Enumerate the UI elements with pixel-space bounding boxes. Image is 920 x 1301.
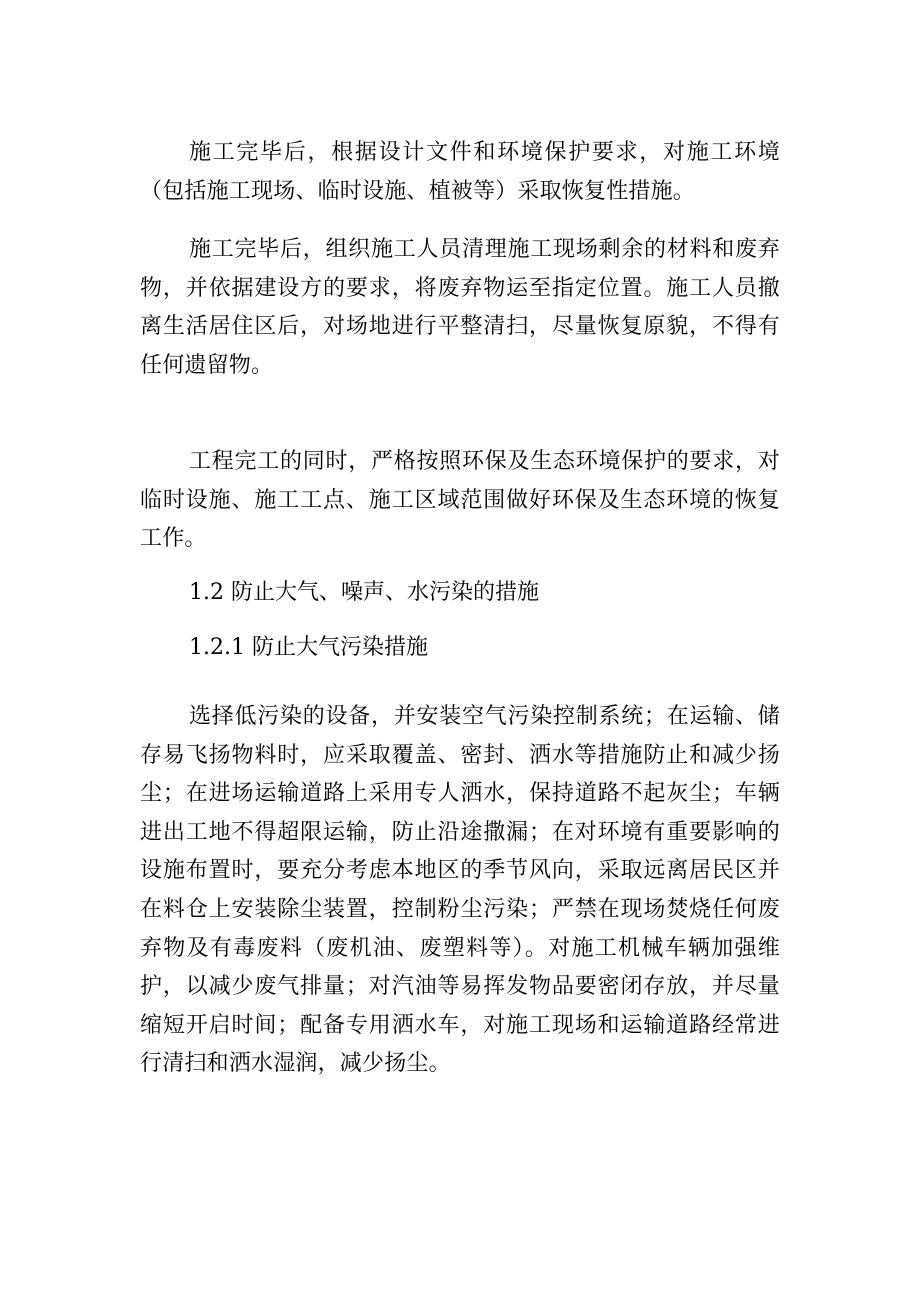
- paragraph-air-pollution-measures: 选择低污染的设备，并安装空气污染控制系统；在运输、储存易飞扬物料时，应采取覆盖、密封、洒水等措施防止和减少扬尘；在进场运输道路上采用专人洒水，保持道路不起灰尘；车辆进出工地不得超限运输，防止沿途撒漏；在对环境有重要影响的设施布置时，要充分考虑本地区的季节风向，采取远离居民区并在料仓上安装除尘装置，控制粉尘污染；严禁在现场焚烧任何废弃物及有毒废料（废机油、废塑料等）。对施工机械车辆加强维护，以减少废气排量；对汽油等易挥发物品要密闭存放，并尽量缩短开启时间；配备专用洒水车，对施工现场和运输道路经常进行清扫和洒水湿润，减少扬尘。: [140, 704, 780, 1077]
- section-heading: 1.2 防止大气、噪声、水污染的措施: [189, 580, 539, 605]
- paragraph-restoration-measures: 施工完毕后，根据设计文件和环境保护要求，对施工环境（包括施工现场、临时设施、植被等）采取恢复性措施。: [140, 140, 780, 204]
- subsection-heading: 1.2.1 防止大气污染措施: [189, 635, 428, 660]
- paragraph-site-cleanup: 施工完毕后，组织施工人员清理施工现场剩余的材料和废弃物，并依据建设方的要求，将废弃物运至指定位置。施工人员撤离生活居住区后，对场地进行平整清扫，尽量恢复原貌，不得有任何遗留物。: [140, 237, 780, 378]
- paragraph-completion-environmental: 工程完工的同时，严格按照环保及生态环境保护的要求，对临时设施、施工工点、施工区域范围做好环保及生态环境的恢复工作。: [140, 449, 780, 552]
